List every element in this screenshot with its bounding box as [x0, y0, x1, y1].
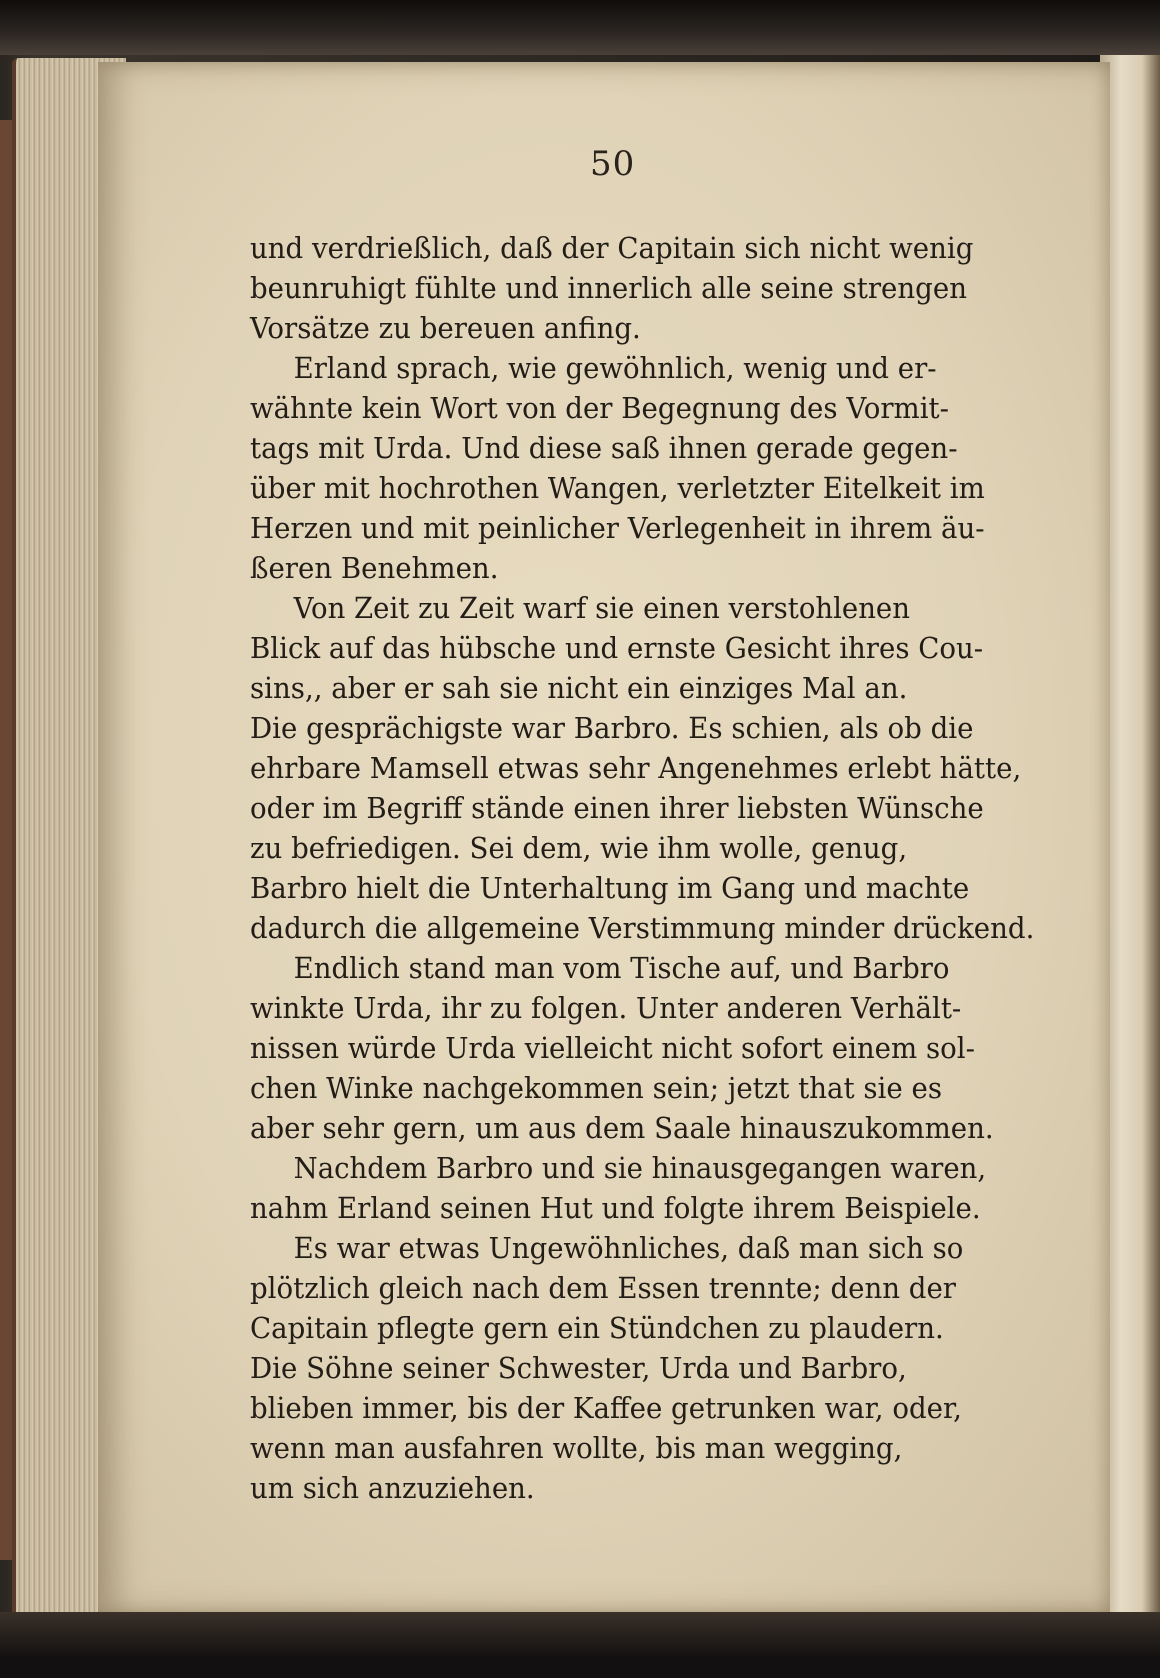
- text-line: nissen würde Urda vielleicht nicht sofort einem sol-: [250, 1031, 975, 1065]
- text-line: winkte Urda, ihr zu folgen. Unter anderen Verhält-: [250, 991, 962, 1025]
- text-line: Blick auf das hübsche und ernste Gesicht ihres Cou-: [250, 631, 984, 665]
- text-line: tags mit Urda. Und diese saß ihnen gerade gegen-: [250, 431, 958, 465]
- text-line: Endlich stand man vom Tische auf, und Barbro: [293, 951, 950, 985]
- text-line: Von Zeit zu Zeit warf sie einen verstohlenen: [293, 591, 910, 625]
- text-line: beunruhigt fühlte und innerlich alle seine strengen: [250, 271, 967, 305]
- text-line: ßeren Benehmen.: [250, 551, 499, 585]
- text-line: Die Söhne seiner Schwester, Urda und Barbro,: [250, 1351, 907, 1385]
- text-line: um sich anzuziehen.: [250, 1471, 535, 1505]
- text-line: Barbro hielt die Unterhaltung im Gang und machte: [250, 871, 970, 905]
- text-line: plötzlich gleich nach dem Essen trennte; denn der: [250, 1271, 957, 1305]
- book-cover-top: [0, 0, 1160, 55]
- body-text: [250, 228, 1080, 1508]
- text-line: nahm Erland seinen Hut und folgte ihrem Beispiele.: [250, 1191, 981, 1225]
- text-line: und verdrießlich, daß der Capitain sich nicht wenig: [250, 231, 974, 265]
- text-line: Vorsätze zu bereuen anfing.: [250, 311, 641, 345]
- text-line: Nachdem Barbro und sie hinausgegangen waren,: [293, 1151, 987, 1185]
- book-cover-bottom: [0, 1612, 1160, 1678]
- text-line: über mit hochrothen Wangen, verletzter Eitelkeit im: [250, 471, 985, 505]
- text-line: oder im Begriff stände einen ihrer liebsten Wünsche: [250, 791, 984, 825]
- text-line: wenn man ausfahren wollte, bis man wegging,: [250, 1431, 903, 1465]
- text-line: Herzen und mit peinlicher Verlegenheit in ihrem äu-: [250, 511, 985, 545]
- text-line: blieben immer, bis der Kaffee getrunken war, oder,: [250, 1391, 962, 1425]
- text-line: Es war etwas Ungewöhnliches, daß man sich so: [293, 1231, 964, 1265]
- text-line: Die gesprächigste war Barbro. Es schien, als ob die: [250, 711, 974, 745]
- page-number: 50: [590, 144, 636, 184]
- text-line: aber sehr gern, um aus dem Saale hinauszukommen.: [250, 1111, 994, 1145]
- text-line: dadurch die allgemeine Verstimmung minder drückend.: [250, 911, 1035, 945]
- text-line: ehrbare Mamsell etwas sehr Angenehmes erlebt hätte,: [250, 751, 1022, 785]
- text-line: Erland sprach, wie gewöhnlich, wenig und er-: [293, 351, 937, 385]
- text-line: sins,, aber er sah sie nicht ein einziges Mal an.: [250, 671, 908, 705]
- text-line: chen Winke nachgekommen sein; jetzt that sie es: [250, 1071, 943, 1105]
- text-line: wähnte kein Wort von der Begegnung des Vormit-: [250, 391, 949, 425]
- text-line: zu befriedigen. Sei dem, wie ihm wolle, genug,: [250, 831, 908, 865]
- text-line: Capitain pflegte gern ein Stündchen zu plaudern.: [250, 1311, 944, 1345]
